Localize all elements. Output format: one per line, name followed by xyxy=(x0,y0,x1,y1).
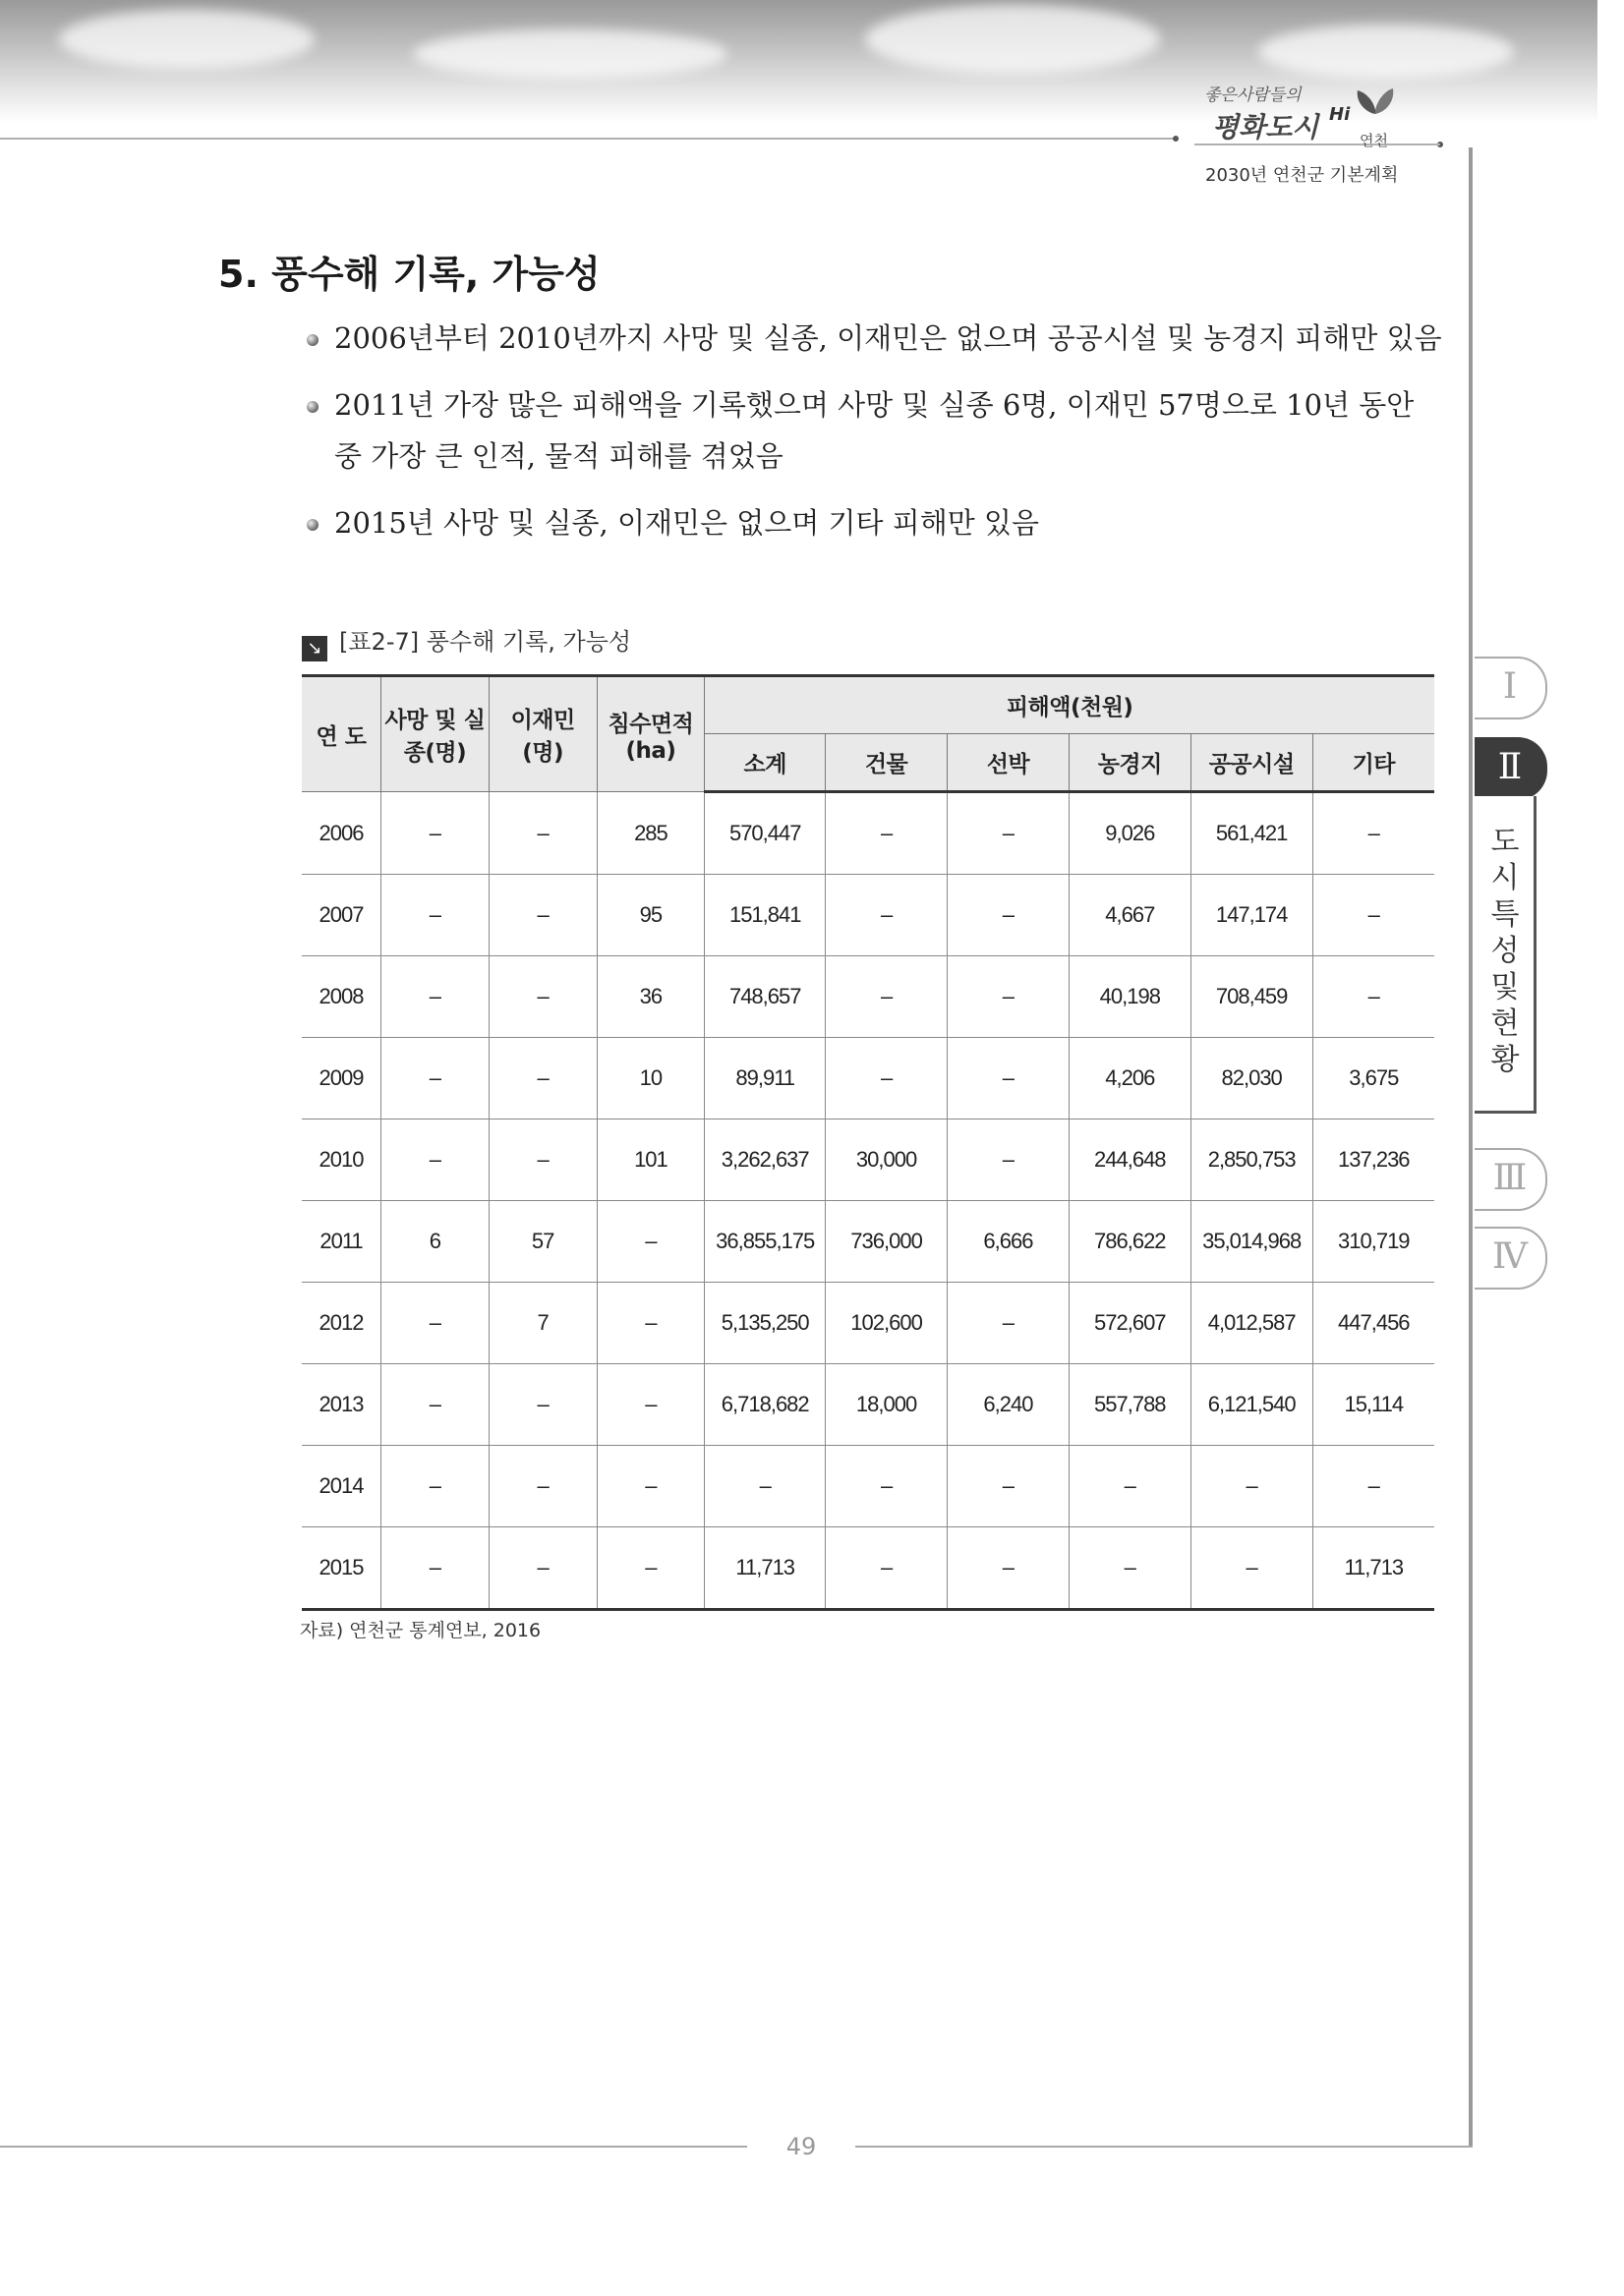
table-cell: 570,447 xyxy=(705,792,826,875)
table-cell: – xyxy=(381,875,490,956)
logo-city: 연천 xyxy=(1360,132,1388,149)
table-cell: 102,600 xyxy=(826,1283,948,1364)
table-cell: 9,026 xyxy=(1069,792,1190,875)
logo-tagline: 좋은사람들의 xyxy=(1204,86,1302,105)
table-cell: – xyxy=(381,1446,490,1527)
table-cell: – xyxy=(489,792,597,875)
table-cell: – xyxy=(948,1119,1070,1201)
table-cell: – xyxy=(948,792,1070,875)
table-cell: 285 xyxy=(597,792,705,875)
table-cell: – xyxy=(597,1527,705,1610)
table-cell: – xyxy=(489,1038,597,1119)
table-cell-year: 2007 xyxy=(302,875,381,956)
table-cell: – xyxy=(1190,1446,1312,1527)
table-cell: 4,012,587 xyxy=(1190,1283,1312,1364)
chapter-tab-4[interactable]: Ⅳ xyxy=(1475,1227,1547,1290)
bullet-item: 2006년부터 2010년까지 사망 및 실종, 이재민은 없으며 공공시설 및 농경지 피해만 있음 xyxy=(305,313,1445,364)
table-cell: – xyxy=(597,1446,705,1527)
table-cell: – xyxy=(381,1527,490,1610)
chapter-2-label-panel xyxy=(1475,796,1537,1114)
page-frame-right xyxy=(1469,147,1473,2148)
table-cell: – xyxy=(826,1446,948,1527)
table-cell-year: 2010 xyxy=(302,1119,381,1201)
table-cell: 3,262,637 xyxy=(705,1119,826,1201)
page-number: 49 xyxy=(785,2133,817,2160)
chapter-2-label: 도시특성및현황 xyxy=(1490,825,1520,1077)
table-cell-year: 2006 xyxy=(302,792,381,875)
header-rule-dot xyxy=(1173,136,1179,142)
col-header-damage: 피해액(천원) xyxy=(705,676,1434,734)
table-cell: 736,000 xyxy=(826,1201,948,1283)
table-cell: – xyxy=(597,1283,705,1364)
table-cell: 7 xyxy=(489,1283,597,1364)
table-cell: 6,121,540 xyxy=(1190,1364,1312,1446)
table-cell: 4,667 xyxy=(1069,875,1190,956)
table-cell: 6,666 xyxy=(948,1201,1070,1283)
table-cell: 10 xyxy=(597,1038,705,1119)
table-cell: – xyxy=(826,1038,948,1119)
table-cell-year: 2012 xyxy=(302,1283,381,1364)
table-cell: 3,675 xyxy=(1312,1038,1434,1119)
table-cell: – xyxy=(489,1527,597,1610)
chapter-tab-3[interactable]: Ⅲ xyxy=(1475,1148,1547,1211)
col-header-building: 건물 xyxy=(826,734,948,792)
table-cell: 36 xyxy=(597,956,705,1038)
table-cell: – xyxy=(826,956,948,1038)
table-cell: 18,000 xyxy=(826,1364,948,1446)
table-cell: – xyxy=(1312,1446,1434,1527)
col-header-farmland: 농경지 xyxy=(1069,734,1190,792)
table-cell: – xyxy=(1069,1446,1190,1527)
chapter-tab-2[interactable]: Ⅱ xyxy=(1475,737,1547,800)
table-cell: 2,850,753 xyxy=(1190,1119,1312,1201)
table-cell: – xyxy=(948,956,1070,1038)
table-cell: – xyxy=(948,1038,1070,1119)
table-cell: 11,713 xyxy=(1312,1527,1434,1610)
col-header-displaced: 이재민 (명) xyxy=(489,676,597,792)
header-rule xyxy=(0,138,1175,140)
table-cell-year: 2015 xyxy=(302,1527,381,1610)
col-header-subtotal: 소계 xyxy=(705,734,826,792)
table-cell: 786,622 xyxy=(1069,1201,1190,1283)
table-row xyxy=(302,1119,1434,1201)
table-source: 자료) 연천군 통계연보, 2016 xyxy=(300,1620,542,1641)
bullet-list xyxy=(305,313,1445,564)
table-cell: – xyxy=(381,1364,490,1446)
col-header-other: 기타 xyxy=(1312,734,1434,792)
table-cell: 147,174 xyxy=(1190,875,1312,956)
table-cell: 82,030 xyxy=(1190,1038,1312,1119)
table-cell: – xyxy=(489,1119,597,1201)
table-row xyxy=(302,792,1434,875)
table-row xyxy=(302,875,1434,956)
table-row xyxy=(302,1364,1434,1446)
table-cell: 35,014,968 xyxy=(1190,1201,1312,1283)
table-cell: 6,718,682 xyxy=(705,1364,826,1446)
table-cell: 748,657 xyxy=(705,956,826,1038)
table-cell: – xyxy=(826,792,948,875)
table-cell: 95 xyxy=(597,875,705,956)
col-header-year: 연 도 xyxy=(302,676,381,792)
butterfly-icon xyxy=(1352,85,1399,120)
table-cell: 30,000 xyxy=(826,1119,948,1201)
table-cell: 36,855,175 xyxy=(705,1201,826,1283)
table-cell: 561,421 xyxy=(1190,792,1312,875)
table-caption-text: [표2-7] 풍수해 기록, 가능성 xyxy=(339,628,632,656)
plan-title: 2030년 연천군 기본계획 xyxy=(1205,165,1399,186)
table-cell: 151,841 xyxy=(705,875,826,956)
table-row xyxy=(302,1038,1434,1119)
table-cell: 89,911 xyxy=(705,1038,826,1119)
table-cell-year: 2014 xyxy=(302,1446,381,1527)
table-cell: – xyxy=(597,1364,705,1446)
page-frame-bottom xyxy=(0,2146,1473,2148)
table-cell: – xyxy=(381,792,490,875)
col-header-casualties: 사망 및 실종(명) xyxy=(381,676,490,792)
table-cell: – xyxy=(381,956,490,1038)
table-cell: – xyxy=(948,1283,1070,1364)
chapter-tab-1[interactable]: Ⅰ xyxy=(1475,657,1547,719)
section-title: 5. 풍수해 기록, 가능성 xyxy=(218,253,601,296)
bullet-item: 2015년 사망 및 실종, 이재민은 없으며 기타 피해만 있음 xyxy=(305,497,1445,548)
table-cell: 101 xyxy=(597,1119,705,1201)
arrow-down-right-icon: ↘ xyxy=(302,636,327,661)
table-cell: – xyxy=(381,1119,490,1201)
table-cell: – xyxy=(1312,792,1434,875)
table-cell: 40,198 xyxy=(1069,956,1190,1038)
table-cell: 5,135,250 xyxy=(705,1283,826,1364)
table-cell-year: 2008 xyxy=(302,956,381,1038)
col-header-flooded: 침수면적 (ha) xyxy=(597,676,705,792)
table-row xyxy=(302,1201,1434,1283)
table-cell-year: 2013 xyxy=(302,1364,381,1446)
table-cell: 244,648 xyxy=(1069,1119,1190,1201)
table-cell: – xyxy=(948,875,1070,956)
bullet-item: 2011년 가장 많은 피해액을 기록했으며 사망 및 실종 6명, 이재민 57명으로 10년 동안 중 가장 큰 인적, 물적 피해를 겪었음 xyxy=(305,379,1445,482)
table-cell: – xyxy=(489,1364,597,1446)
table-cell: – xyxy=(1190,1527,1312,1610)
table-cell: – xyxy=(826,875,948,956)
table-cell: 6,240 xyxy=(948,1364,1070,1446)
table-cell-year: 2011 xyxy=(302,1201,381,1283)
table-cell: 137,236 xyxy=(1312,1119,1434,1201)
table-cell: 6 xyxy=(381,1201,490,1283)
table-cell: 310,719 xyxy=(1312,1201,1434,1283)
table-cell: 708,459 xyxy=(1190,956,1312,1038)
table-caption xyxy=(302,622,631,661)
col-header-vessel: 선박 xyxy=(948,734,1070,792)
damage-table xyxy=(302,674,1434,1611)
table-cell: – xyxy=(705,1446,826,1527)
table-cell: 447,456 xyxy=(1312,1283,1434,1364)
table-cell: 11,713 xyxy=(705,1527,826,1610)
table-cell: 57 xyxy=(489,1201,597,1283)
table-cell: – xyxy=(826,1527,948,1610)
table-cell: 15,114 xyxy=(1312,1364,1434,1446)
logo-hi: Hi xyxy=(1329,104,1351,125)
col-header-public: 공공시설 xyxy=(1190,734,1312,792)
table-cell: – xyxy=(597,1201,705,1283)
table-cell: 572,607 xyxy=(1069,1283,1190,1364)
table-cell: – xyxy=(948,1446,1070,1527)
table-cell: – xyxy=(1312,956,1434,1038)
table-cell: – xyxy=(381,1038,490,1119)
table-cell-year: 2009 xyxy=(302,1038,381,1119)
table-cell: – xyxy=(948,1527,1070,1610)
table-cell: – xyxy=(489,875,597,956)
table-cell: 557,788 xyxy=(1069,1364,1190,1446)
table-row xyxy=(302,1283,1434,1364)
table-row xyxy=(302,956,1434,1038)
logo-peace-city: 평화도시 xyxy=(1212,111,1319,144)
city-logo xyxy=(1194,77,1421,149)
table-cell: – xyxy=(489,956,597,1038)
table-row xyxy=(302,1527,1434,1610)
table-row xyxy=(302,1446,1434,1527)
table-cell: – xyxy=(381,1283,490,1364)
table-cell: – xyxy=(489,1446,597,1527)
table-cell: – xyxy=(1069,1527,1190,1610)
table-cell: 4,206 xyxy=(1069,1038,1190,1119)
table-cell: – xyxy=(1312,875,1434,956)
